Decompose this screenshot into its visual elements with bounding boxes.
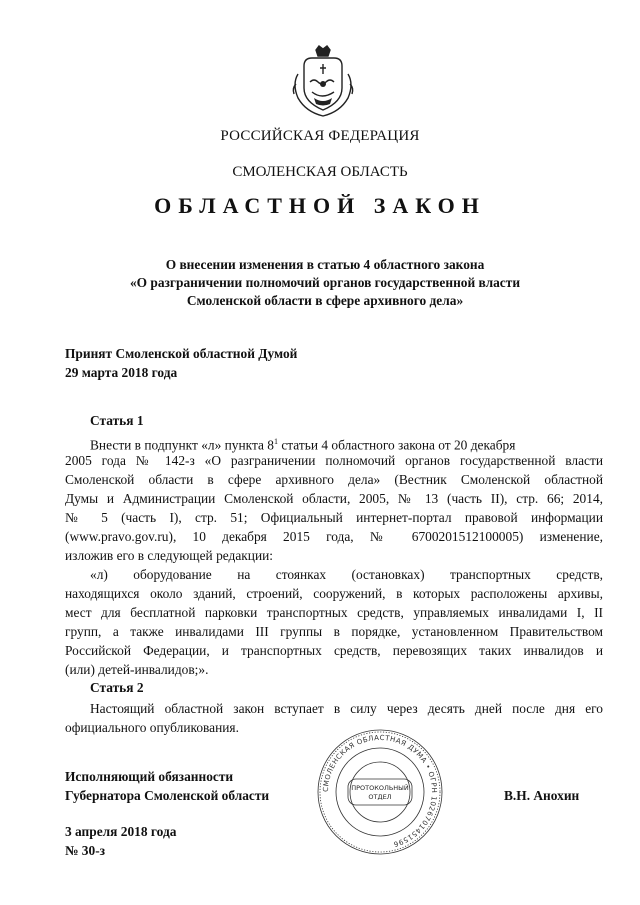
quote-line-6: (или) детей-инвалидов;». [65,662,209,677]
article-1-line-5: № 5 (часть I), стр. 51; Официальный интернет-портал правовой информации [65,510,603,525]
official-stamp [315,727,445,857]
article-2-line-2: официального опубликования. [65,720,239,735]
quote-line-4: групп, а также инвалидами III группы в порядке, установленном Правительством [65,624,603,639]
quote-line-1: «л) оборудование на стоянках (остановках) транспортных средств, [90,567,603,582]
svg-text:ПРОТОКОЛЬНЫЙ: ПРОТОКОЛЬНЫЙ [351,784,409,792]
country-name: РОССИЙСКАЯ ФЕДЕРАЦИЯ [220,128,420,144]
article-2-line-1: Настоящий областной закон вступает в силу через десять дней после дня его [90,701,603,716]
law-title-line-1: О внесении изменения в статью 4 областного закона [165,257,485,272]
adopted-by-line: Принят Смоленской областной Думой [65,346,298,361]
law-title-line-2: «О разграничении полномочий органов государственной власти [129,275,521,290]
law-title-line-3: Смоленской области в сфере архивного дела» [186,293,464,308]
quote-line-2: находящихся около зданий, строений, сооружений, в которых расположены архивы, [65,586,603,601]
article-1-line-7: изложив его в следующей редакции: [65,548,274,563]
adopted-date-line: 29 марта 2018 года [65,365,178,380]
signatory-role-line-1: Исполняющий обязанности [65,769,234,784]
article-1-line-2: 2005 года № 142-з «О разграничении полномочий органов государственной власти [65,453,603,468]
article-1-line-6: (www.pravo.gov.ru), 10 декабря 2015 года, № 6700201512100005) изменение, [65,529,603,544]
law-number: № 30-з [65,843,106,858]
article-1-heading: Статья 1 [90,413,144,428]
signatory-role-line-2: Губернатора Смоленской области [65,788,270,803]
quote-line-3: мест для бесплатной парковки транспортных средств, управляемых инвалидами I, II [65,605,603,620]
article-1-line-3: Смоленской области в сфере архивного дела» (Вестник Смоленской областной [65,472,603,487]
coat-of-arms-emblem [290,44,356,120]
article-1-line-1: Внести в подпункт «л» пункта $8^1$ статьи 4 областного закона от 20 декабря [90,437,516,453]
svg-text:ОТДЕЛ: ОТДЕЛ [368,793,392,801]
article-1-line-4: Думы и Администрации Смоленской области, 2005, № 13 (часть II), стр. 66; 2014, [65,491,603,506]
svg-text:СМОЛЕНСКАЯ ОБЛАСТНАЯ ДУМА • ОГ: СМОЛЕНСКАЯ ОБЛАСТНАЯ ДУМА • ОГРН 1026701451596 [321,733,439,849]
region-name: СМОЛЕНСКАЯ ОБЛАСТЬ [232,164,408,180]
article-2-heading: Статья 2 [90,680,144,695]
signatory-name: В.Н. Анохин [504,788,580,803]
signing-date: 3 апреля 2018 года [65,824,177,839]
document-type-title: ОБЛАСТНОЙ ЗАКОН [154,193,486,218]
quote-line-5: Российской Федерации, и транспортных средств, перевозящих таких инвалидов и [65,643,603,658]
